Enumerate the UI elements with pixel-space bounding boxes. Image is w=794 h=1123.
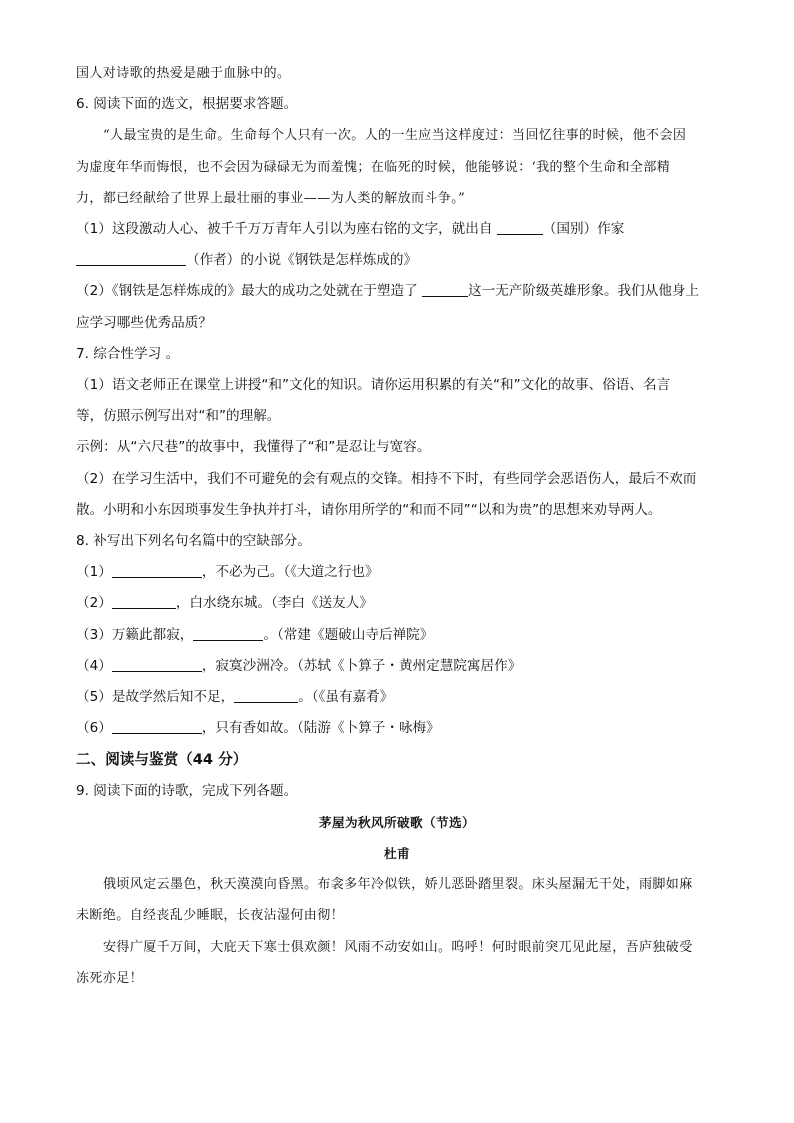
question-7-title: 7. 综合性学习 。	[76, 345, 180, 362]
question-8-item: （6） ，只有香如故。（陆游《卜算子・咏梅》	[76, 720, 440, 737]
question-7-1-cont: 等，仿照示例写出对“和”的理解。	[76, 408, 281, 425]
answer-blank[interactable]	[234, 687, 298, 703]
poem-title: 茅屋为秋风所破歌（节选）	[319, 814, 475, 830]
poem-line: 俄顷风定云墨色，秋天漠漠向昏黑。布衾多年冷似铁，娇儿恶卧踏里裂。床头屋漏无干处，雨脚如麻	[103, 877, 693, 893]
question-7-1: （1）语文老师正在课堂上讲授“和”文化的知识。请你运用积累的有关“和”文化的故事、俗语、名言	[76, 377, 671, 394]
question-8-title: 8. 补写出下列名句名篇中的空缺部分。	[76, 533, 311, 550]
question-8-item: （3）万籁此都寂， 。（常建《题破山寺后禅院》	[76, 626, 434, 643]
text-line: 国人对诗歌的热爱是融于血脉中的。	[76, 66, 291, 81]
quote-line: 力，都已经献给了世界上最壮丽的事业——为人类的解放而斗争。”	[76, 190, 466, 206]
poem-line: 安得广厦千万间，大庇天下寒士俱欢颜！风雨不动安如山。呜呼！何时眼前突兀见此屋，吾庐独破受	[103, 939, 693, 955]
answer-blank[interactable]	[112, 718, 202, 734]
question-6-title: 6. 阅读下面的选文，根据要求答题。	[76, 96, 298, 113]
poem-author: 杜甫	[384, 846, 410, 862]
question-8-item: （1） ，不必为己。（《大道之行也》	[76, 564, 379, 581]
answer-blank[interactable]	[497, 219, 543, 235]
section-heading: 二、阅读与鉴赏（44 分）	[76, 751, 248, 769]
question-7-2: （2）在学习生活中，我们不可避免的会有观点的交锋。相持不下时，有些同学会恶语伤人，最后不欢而	[76, 470, 697, 487]
answer-blank[interactable]	[422, 281, 468, 297]
question-6-2: （2）《钢铁是怎样炼成的》最大的成功之处就在于塑造了 这一无产阶级英雄形象。我们从他身上	[76, 283, 700, 300]
question-7-example: 示例：从“六尺巷”的故事中，我懂得了“和”是忍让与宽容。	[76, 439, 431, 456]
question-8-item: （2） ，白水绕东城。（李白《送友人》	[76, 595, 373, 612]
question-9-title: 9. 阅读下面的诗歌，完成下列各题。	[76, 782, 298, 799]
poem-line: 未断绝。自经丧乱少睡眠，长夜沾湿何由彻！	[76, 908, 345, 924]
answer-blank[interactable]	[76, 250, 186, 266]
poem-line: 冻死亦足！	[76, 970, 144, 986]
quote-line: 为虚度年华而悔恨，也不会因为碌碌无为而羞愧；在临死的时候，他能够说：‘我的整个生命和全部精	[76, 159, 671, 175]
answer-blank[interactable]	[112, 562, 202, 578]
answer-blank[interactable]	[112, 593, 176, 609]
question-7-2-cont: 散。小明和小东因琐事发生争执并打斗，请你用所学的“和而不同”“以和为贵”的思想来劝导两人。	[76, 501, 662, 518]
quote-line: “人最宝贵的是生命。生命每个人只有一次。人的一生应当这样度过：当回忆往事的时候，他不会因	[103, 128, 687, 144]
question-6-1: （1）这段激动人心、被千千万万青年人引以为座右铭的文字，就出自 （国别）作家	[76, 221, 625, 238]
answer-blank[interactable]	[193, 625, 263, 641]
question-6-1-cont: （作者）的小说《钢铁是怎样炼成的》	[76, 245, 718, 276]
question-8-item: （5）是故学然后知不足， 。（《虽有嘉肴》	[76, 689, 394, 706]
question-6-2-cont: 应学习哪些优秀品质？	[76, 314, 212, 331]
question-8-item: （4） ，寂寞沙洲冷。（苏轼《卜算子・黄州定慧院寓居作》	[76, 657, 522, 674]
answer-blank[interactable]	[112, 656, 202, 672]
